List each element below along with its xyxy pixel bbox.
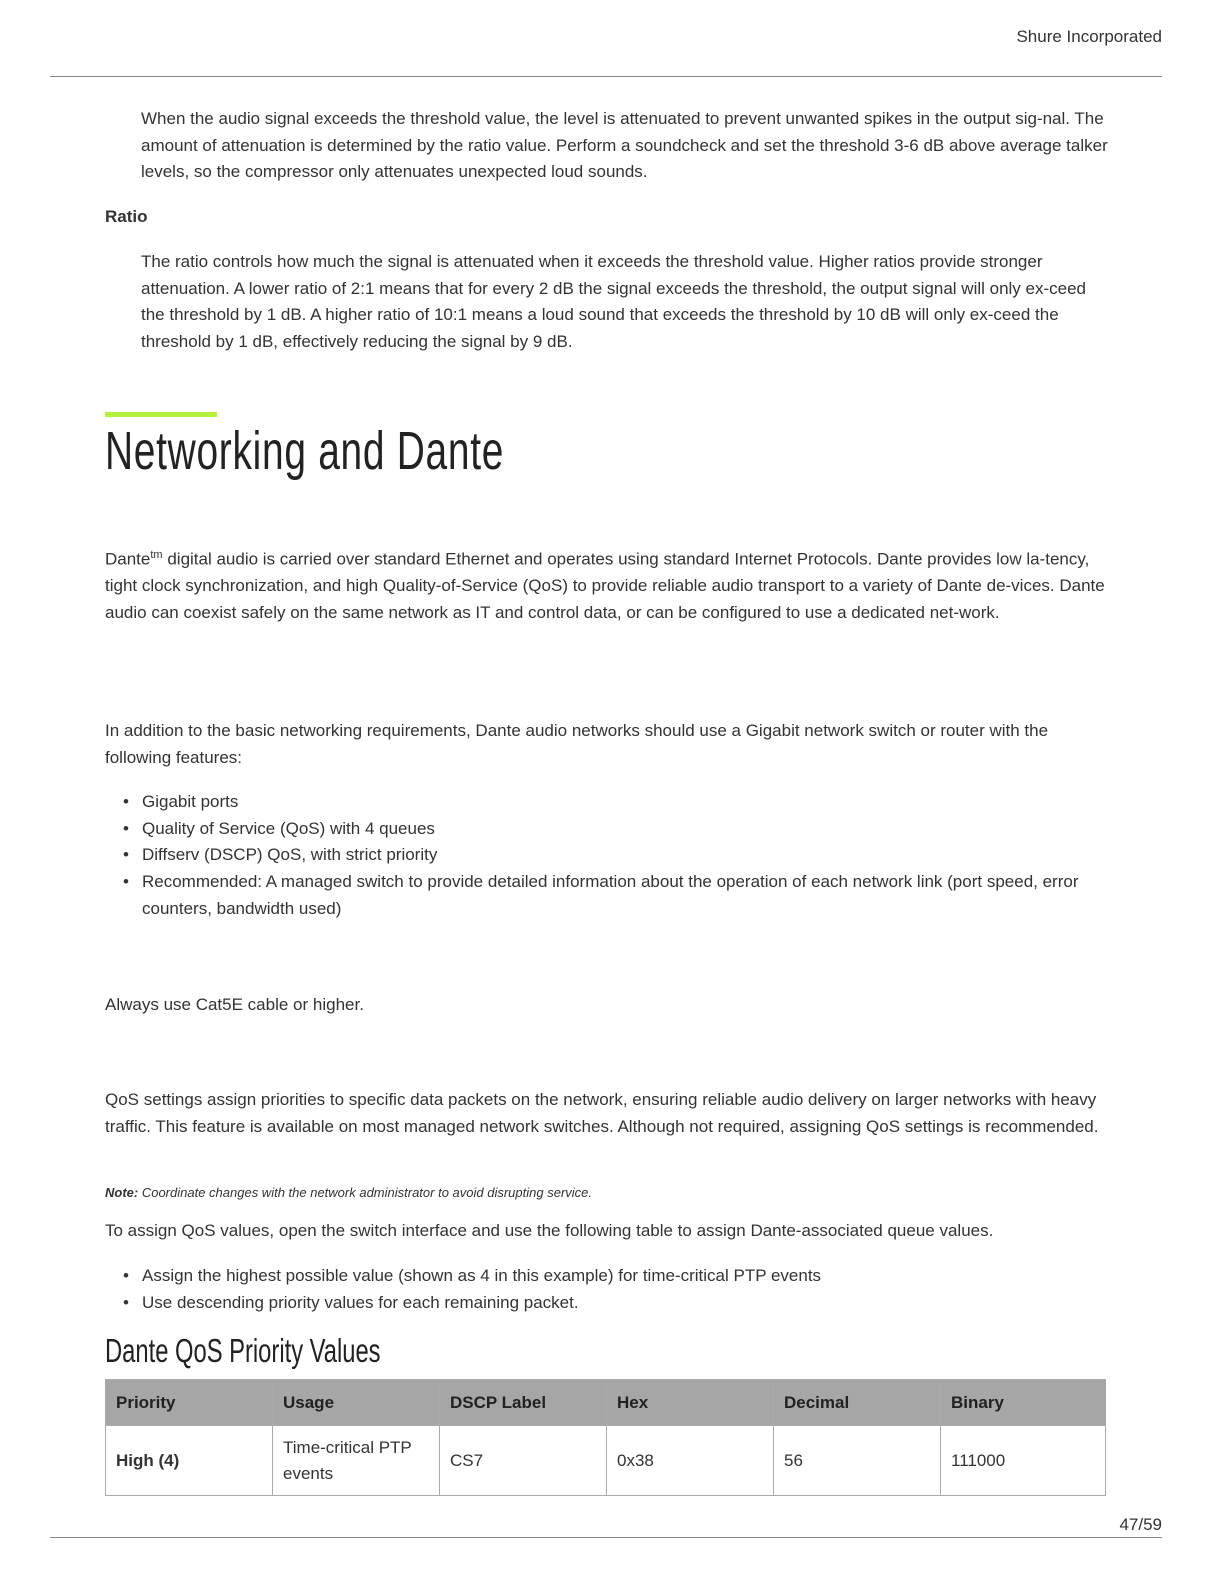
- header-divider: [50, 76, 1162, 77]
- column-header: Priority: [106, 1380, 273, 1426]
- trademark: tm: [150, 549, 163, 561]
- column-header: Hex: [607, 1380, 774, 1426]
- column-header: DSCP Label: [440, 1380, 607, 1426]
- cell-usage: Time-critical PTP events: [273, 1426, 440, 1496]
- list-item: • Diffserv (DSCP) QoS, with strict priority: [105, 842, 1085, 869]
- note-text: Coordinate changes with the network administrator to avoid disrupting service.: [138, 1185, 593, 1200]
- cell-binary: 111000: [941, 1426, 1106, 1496]
- note: [105, 1185, 1110, 1200]
- table-title: Dante QoS Priority Values: [105, 1332, 381, 1369]
- cell-priority: High (4): [106, 1426, 273, 1496]
- assign-list: [105, 1263, 1110, 1316]
- cell-hex: 0x38: [607, 1426, 774, 1496]
- list-item: • Assign the highest possible value (shown as 4 in this example) for time-critical PTP events: [105, 1263, 1110, 1290]
- list-item: • Recommended: A managed switch to provide detailed information about the operation of each network link (port speed, error counters, bandwidth used): [105, 869, 1085, 922]
- cell-dscp: CS7: [440, 1426, 607, 1496]
- list-item: • Use descending priority values for each remaining packet.: [105, 1290, 1110, 1317]
- cell-decimal: 56: [774, 1426, 941, 1496]
- ratio-paragraph: The ratio controls how much the signal is attenuated when it exceeds the threshold value. Higher ratios provide stronger attenuation. A lower ratio of 2:1 means that for every 2 dB the signal exceeds the threshold, the output signal will only ex-ceed the threshold by 1 dB. A higher ratio of 10:1 means a loud sound that exceeds the threshold by 10 dB will only ex-ceed the threshold by 1 dB, effectively reducing the signal by 9 dB.: [141, 252, 1087, 352]
- switch-requirements-paragraph: In addition to the basic networking requirements, Dante audio networks should use a Gigabit network switch or router with the following features:: [105, 721, 1049, 767]
- cable-paragraph: Always use Cat5E cable or higher.: [105, 995, 364, 1014]
- page-number: 47/59: [1119, 1515, 1162, 1534]
- section-accent-bar: [105, 412, 217, 417]
- assign-paragraph: To assign QoS values, open the switch interface and use the following table to assign Dante-associated queue values.: [105, 1221, 994, 1240]
- list-item: • Gigabit ports: [105, 789, 1085, 816]
- qos-priority-table: [105, 1379, 1106, 1496]
- header-company: Shure Incorporated: [1016, 27, 1162, 46]
- table-row: [106, 1426, 1106, 1496]
- dante-word: Dante: [105, 549, 151, 569]
- dante-intro-text: digital audio is carried over standard Ethernet and operates using standard Internet Protocols. Dante provides low la-tency, tight clock synchronization, and high Quality-of-Service (QoS) to provide reliable audio transport to a variety of Dante de-vices. Dante audio can coexist safely on the same network as IT and control data, or can be configured to use a dedicated net-work.: [105, 549, 1105, 623]
- table-header-row: [106, 1380, 1106, 1426]
- note-label: Note:: [105, 1185, 139, 1200]
- dante-intro-paragraph: [105, 542, 1110, 627]
- column-header: Binary: [941, 1380, 1106, 1426]
- footer-divider: [50, 1537, 1162, 1538]
- ratio-heading: Ratio: [105, 207, 148, 226]
- threshold-paragraph: When the audio signal exceeds the threshold value, the level is attenuated to prevent unwanted spikes in the output sig-nal. The amount of attenuation is determined by the ratio value. Perform a soundcheck and set the threshold 3-6 dB above average talker levels, so the compressor only attenuates unexpected loud sounds.: [141, 109, 1108, 182]
- section-title: Networking and Dante: [105, 421, 505, 481]
- qos-paragraph: QoS settings assign priorities to specific data packets on the network, ensuring reliable audio delivery on larger networks with heavy traffic. This feature is available on most managed network switches. Although not required, assigning QoS settings is recommended.: [105, 1090, 1099, 1136]
- list-item: • Quality of Service (QoS) with 4 queues: [105, 816, 1085, 843]
- column-header: Usage: [273, 1380, 440, 1426]
- column-header: Decimal: [774, 1380, 941, 1426]
- switch-features-list: [105, 789, 1085, 923]
